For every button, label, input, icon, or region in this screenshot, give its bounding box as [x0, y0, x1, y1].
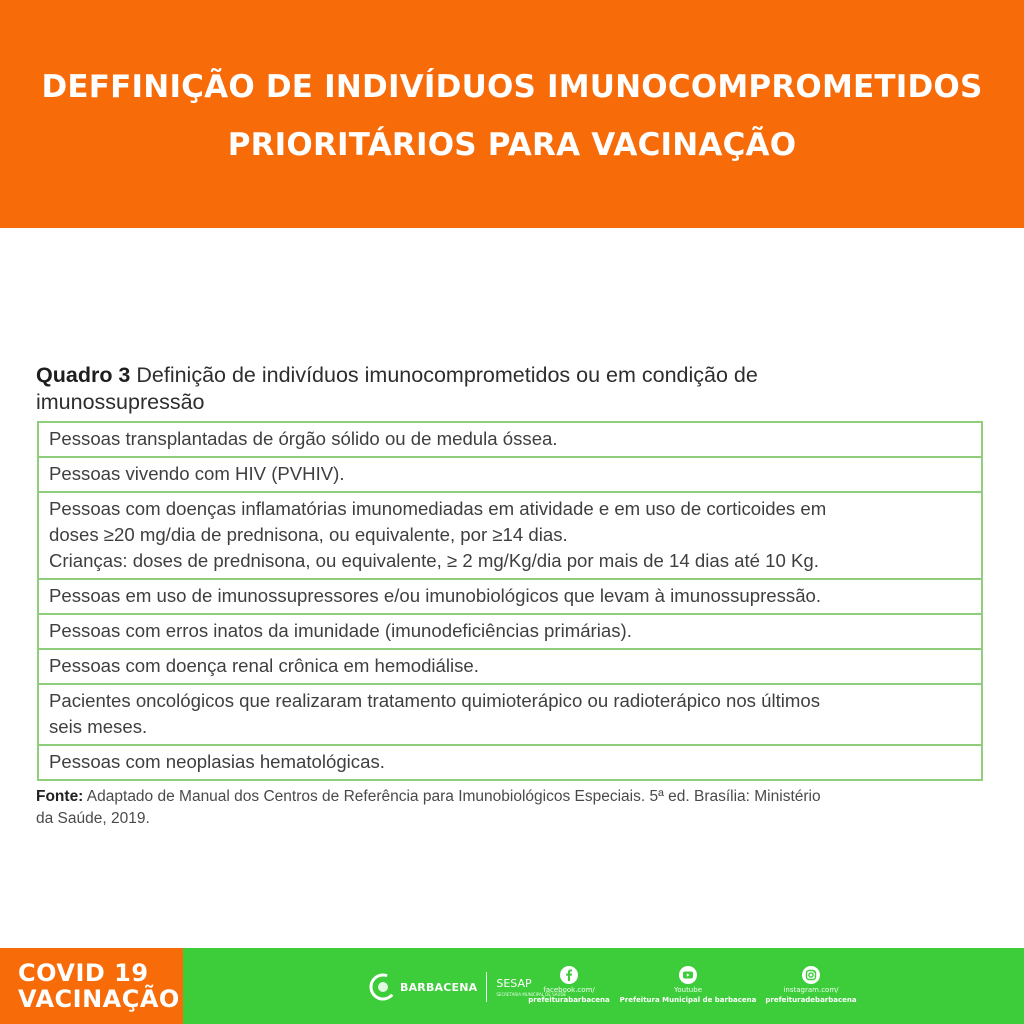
source-text: Adaptado de Manual dos Centros de Referência para Imunobiológicos Especiais. 5ª ed. Brasília: Ministério	[83, 788, 821, 805]
barbacena-logo-text: BARBACENA	[400, 980, 478, 994]
barbacena-logo	[368, 972, 477, 1002]
instagram-handle: prefeituradebarbacena	[765, 996, 857, 1004]
caption-text-continued: imunossupressão	[36, 390, 205, 414]
row-text: doses ≥20 mg/dia de prednisona, ou equivalente, por ≥14 dias.	[49, 524, 568, 545]
table-row	[39, 648, 981, 683]
brand-line-2: VACINAÇÃO	[18, 985, 180, 1013]
quadro-section	[36, 362, 986, 830]
barbacena-emblem-icon	[368, 972, 398, 1002]
row-text: Crianças: doses de prednisona, ou equivalente, ≥ 2 mg/Kg/dia por mais de 14 dias até 10 Kg.	[49, 550, 819, 571]
caption-text: Definição de indivíduos imunocomprometidos ou em condição de	[130, 363, 758, 387]
facebook-label: facebook.com/	[543, 986, 595, 994]
youtube-label: Youtube	[674, 986, 702, 994]
table-row	[39, 683, 981, 744]
row-text: Pessoas em uso de imunossupressores e/ou imunobiológicos que levam à imunossupressão.	[49, 585, 822, 606]
source-text-continued: da Saúde, 2019.	[36, 810, 150, 827]
row-text: Pessoas vivendo com HIV (PVHIV).	[49, 463, 345, 484]
youtube-handle: Prefeitura Municipal de barbacena	[619, 996, 757, 1004]
page-title-line-1: DEFFINIÇÃO DE INDIVÍDUOS IMUNOCOMPROMETIDOS	[41, 69, 983, 105]
youtube-icon	[679, 966, 697, 984]
table-caption	[36, 362, 986, 416]
logo-divider	[486, 972, 487, 1002]
source-label: Fonte:	[36, 788, 84, 805]
row-text: seis meses.	[49, 716, 148, 737]
row-text: Pessoas transplantadas de órgão sólido ou de medula óssea.	[49, 428, 558, 449]
page-title-line-2: PRIORITÁRIOS PARA VACINAÇÃO	[227, 127, 797, 163]
table-row	[39, 578, 981, 613]
sesap-subtitle: SECRETARIA MUNICIPAL DE SAÚDE	[496, 992, 567, 997]
table-row	[39, 491, 981, 578]
definitions-table	[37, 421, 983, 781]
row-text: Pessoas com doenças inflamatórias imunomediadas em atividade e em uso de corticoides em	[49, 498, 827, 519]
table-row	[39, 613, 981, 648]
instagram-label: instagram.com/	[783, 986, 839, 994]
sesap-logo-text: SESAP	[496, 977, 532, 990]
social-instagram[interactable]	[736, 966, 886, 1006]
facebook-icon	[560, 966, 578, 984]
row-text: Pessoas com neoplasias hematológicas.	[49, 751, 385, 772]
table-row	[39, 456, 981, 491]
table-row	[39, 423, 981, 456]
row-text: Pessoas com doença renal crônica em hemodiálise.	[49, 655, 479, 676]
brand-line-1: COVID 19	[18, 959, 149, 987]
source-note	[36, 786, 986, 830]
page-footer	[0, 948, 1024, 1024]
row-text: Pessoas com erros inatos da imunidade (imunodeficiências primárias).	[49, 620, 632, 641]
covid-vaccination-brand	[0, 948, 183, 1024]
row-text: Pacientes oncológicos que realizaram tratamento quimioterápico ou radioterápico nos últimos	[49, 690, 821, 711]
caption-label: Quadro 3	[36, 363, 131, 387]
instagram-icon	[802, 966, 820, 984]
page-header	[0, 0, 1024, 228]
table-row	[39, 744, 981, 779]
facebook-handle: prefeiturabarbacena	[528, 996, 610, 1004]
